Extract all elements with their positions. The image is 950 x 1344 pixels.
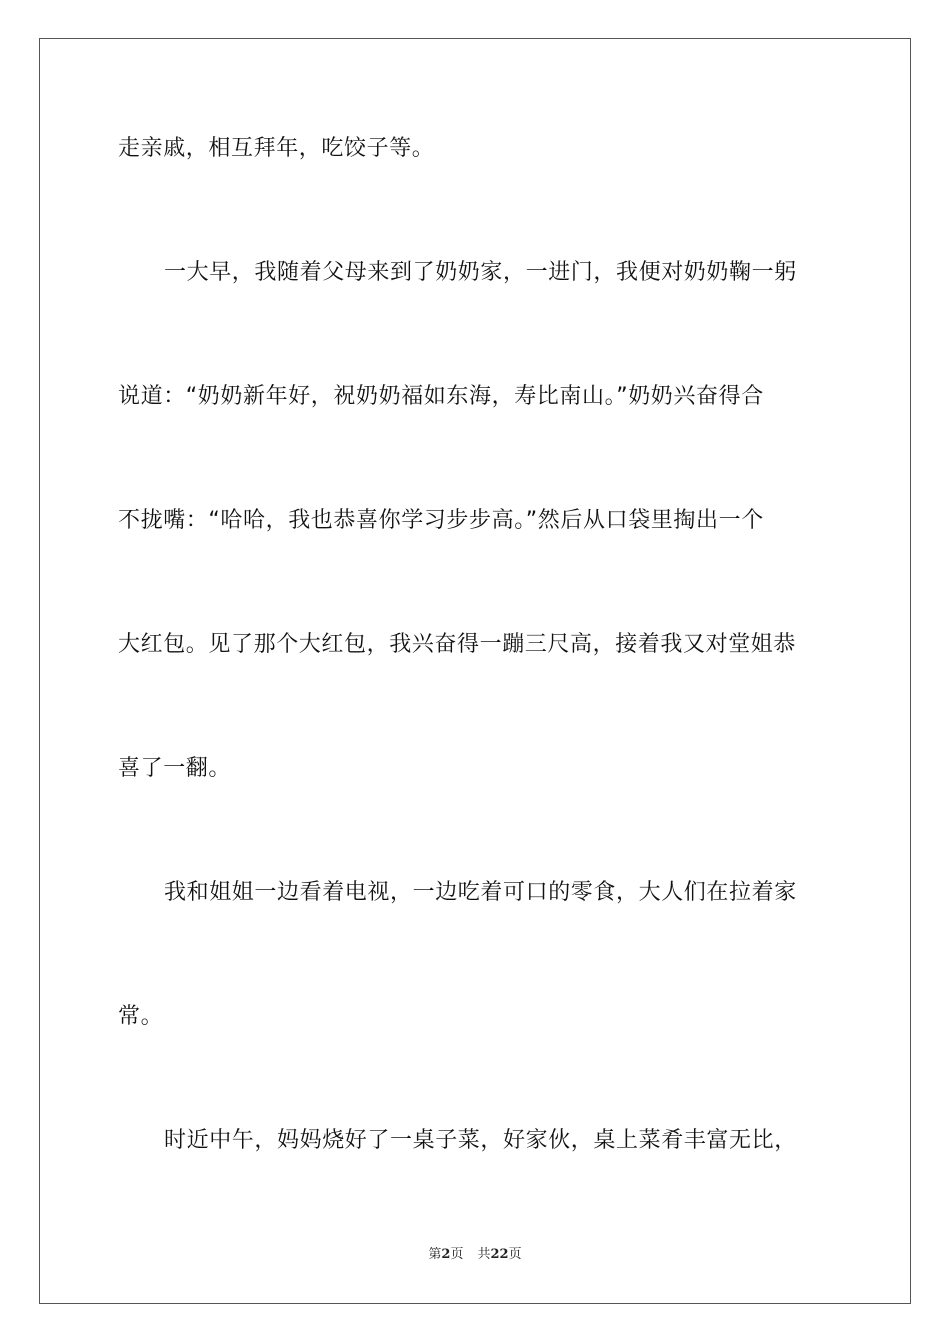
text-line-9: 时近中午，妈妈烧好了一桌子菜，好家伙，桌上菜肴丰富无比， (164, 1128, 797, 1153)
text-line-4: 不拢嘴：“哈哈，我也恭喜你学习步步高。”然后从口袋里掏出一个 (118, 508, 764, 533)
text-line-8: 常。 (118, 1004, 164, 1029)
text-line-5: 大红包。见了那个大红包，我兴奋得一蹦三尺高，接着我又对堂姐恭 (118, 632, 797, 657)
text-line-6: 喜了一翻。 (118, 756, 232, 781)
page-footer (0, 1246, 950, 1264)
footer-page-prefix: 第 (428, 1247, 442, 1262)
text-line-3: 说道：“奶奶新年好，祝奶奶福如东海，寿比南山。”奶奶兴奋得合 (118, 384, 764, 409)
text-line-1: 走亲戚，相互拜年，吃饺子等。 (118, 136, 435, 161)
footer-total-suffix: 页 (508, 1247, 522, 1262)
text-line-2: 一大早，我随着父母来到了奶奶家，一进门，我便对奶奶鞠一躬 (164, 260, 797, 285)
text-line-7: 我和姐姐一边看着电视，一边吃着可口的零食，大人们在拉着家 (164, 880, 797, 905)
footer-total-prefix: 共 (477, 1247, 491, 1262)
footer-total-pages: 22 (490, 1247, 509, 1262)
footer-page-number: 2 (441, 1247, 451, 1262)
footer-page-suffix: 页 (450, 1247, 464, 1262)
page-border (39, 38, 911, 1304)
